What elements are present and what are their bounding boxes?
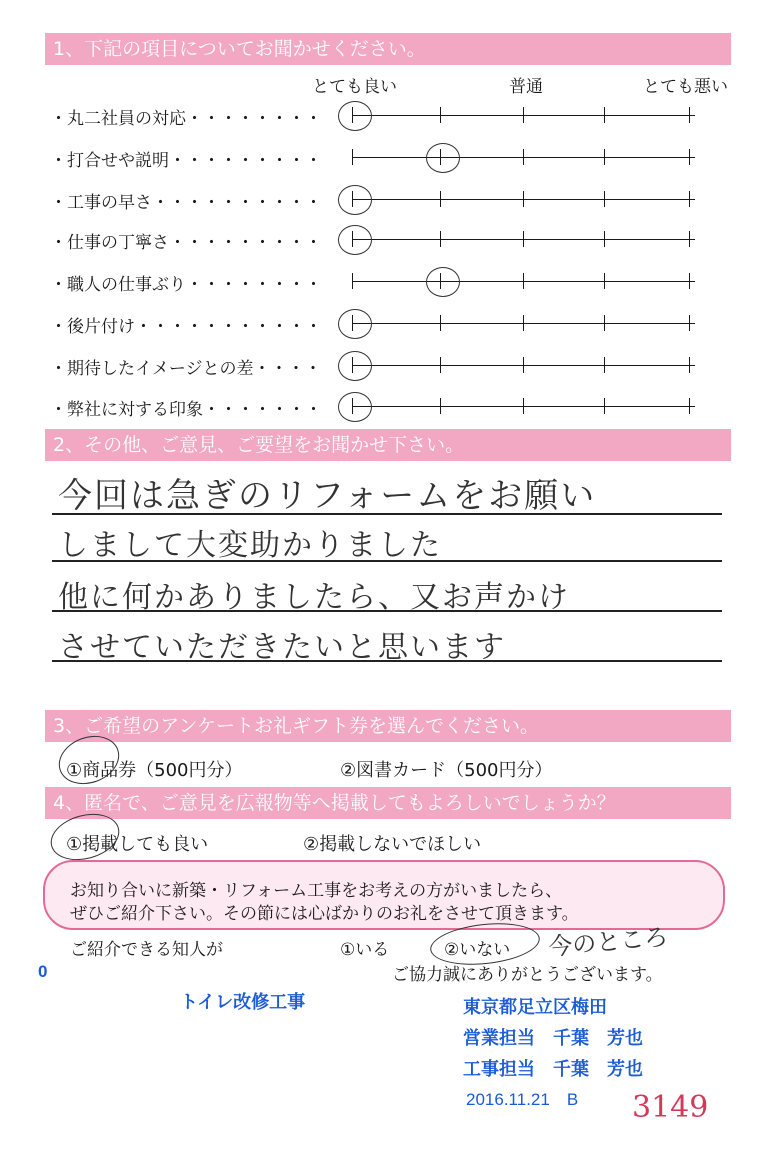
rating-question-label: ・仕事の丁寧さ・・・・・・・・・ bbox=[50, 233, 322, 253]
comment-line-1: 今回は急ぎのリフォームをお願い bbox=[58, 476, 597, 516]
section2-header: 2、その他、ご意見、ご要望をお聞かせ下さい。 bbox=[45, 429, 731, 461]
rating-tick-4[interactable] bbox=[604, 149, 605, 165]
referral-handwritten-note: 今のところ bbox=[547, 922, 670, 962]
rating-tick-2[interactable] bbox=[440, 231, 441, 247]
rating-tick-4[interactable] bbox=[604, 273, 605, 289]
handwritten-number: 3149 bbox=[632, 1090, 709, 1125]
comment-line-3: 他に何かありましたら、又お声かけ bbox=[58, 580, 570, 615]
rating-tick-2[interactable] bbox=[440, 398, 441, 414]
referral-text-line1: お知り合いに新築・リフォーム工事をお考えの方がいましたら、 bbox=[70, 881, 563, 901]
publish-option-1[interactable]: ①掲載しても良い bbox=[66, 834, 209, 855]
rating-tick-4[interactable] bbox=[604, 357, 605, 373]
rating-question-label: ・丸二社員の対応・・・・・・・・ bbox=[50, 109, 322, 129]
rating-selection-circle bbox=[338, 225, 372, 255]
referral-question: ご紹介できる知人が bbox=[70, 940, 223, 960]
referral-option-2[interactable]: ②いない bbox=[444, 940, 511, 960]
referral-option-1[interactable]: ①いる bbox=[340, 940, 390, 960]
gift-option-2[interactable]: ②図書カード（500円分） bbox=[340, 760, 553, 781]
gift-option-1[interactable]: ①商品券（500円分） bbox=[66, 760, 243, 781]
rating-tick-4[interactable] bbox=[604, 191, 605, 207]
rating-tick-3[interactable] bbox=[523, 191, 524, 207]
rating-tick-5[interactable] bbox=[689, 315, 690, 331]
rating-tick-1[interactable] bbox=[352, 149, 353, 165]
rating-tick-4[interactable] bbox=[604, 398, 605, 414]
rating-tick-3[interactable] bbox=[523, 107, 524, 123]
rating-selection-circle bbox=[338, 185, 372, 215]
rating-question-label: ・弊社に対する印象・・・・・・・ bbox=[50, 400, 322, 420]
rating-tick-4[interactable] bbox=[604, 315, 605, 331]
rating-tick-2[interactable] bbox=[440, 107, 441, 123]
rating-selection-circle bbox=[338, 392, 372, 422]
scale-worst-label: とても悪い bbox=[643, 77, 728, 97]
rating-question-label: ・期待したイメージとの差・・・・ bbox=[50, 359, 322, 379]
rating-tick-1[interactable] bbox=[352, 273, 353, 289]
comment-line-2: しまして大変助かりました bbox=[58, 528, 442, 563]
section1-header: 1、下記の項目についてお聞かせください。 bbox=[45, 33, 731, 65]
rating-tick-3[interactable] bbox=[523, 315, 524, 331]
work-type: トイレ改修工事 bbox=[180, 992, 306, 1012]
section4-header: 4、匿名で、ご意見を広報物等へ掲載してもよろしいでしょうか？ bbox=[45, 787, 731, 819]
customer-location: 東京都足立区梅田 bbox=[463, 997, 607, 1017]
sales-rep: 営業担当 千葉 芳也 bbox=[463, 1028, 643, 1048]
rating-tick-3[interactable] bbox=[523, 231, 524, 247]
rating-tick-2[interactable] bbox=[440, 357, 441, 373]
rating-tick-4[interactable] bbox=[604, 231, 605, 247]
rating-selection-circle bbox=[426, 267, 460, 297]
rating-tick-2[interactable] bbox=[440, 191, 441, 207]
rating-tick-5[interactable] bbox=[689, 149, 690, 165]
rating-tick-5[interactable] bbox=[689, 107, 690, 123]
comment-line-4: させていただきたいと思います bbox=[58, 630, 506, 665]
rating-selection-circle bbox=[338, 101, 372, 131]
rating-tick-5[interactable] bbox=[689, 273, 690, 289]
rating-tick-3[interactable] bbox=[523, 149, 524, 165]
footer-code: 0 bbox=[38, 962, 48, 981]
section3-header: 3、ご希望のアンケートお礼ギフト券を選んでください。 bbox=[45, 710, 731, 742]
rating-tick-3[interactable] bbox=[523, 398, 524, 414]
rating-tick-2[interactable] bbox=[440, 315, 441, 331]
rating-selection-circle bbox=[338, 351, 372, 381]
rating-tick-3[interactable] bbox=[523, 357, 524, 373]
referral-text-line2: ぜひご紹介下さい。その節には心ばかりのお礼をさせて頂きます。 bbox=[70, 904, 579, 924]
thanks-text: ご協力誠にありがとうございます。 bbox=[392, 965, 663, 985]
rating-selection-circle bbox=[426, 143, 460, 173]
rating-tick-5[interactable] bbox=[689, 191, 690, 207]
rating-question-label: ・職人の仕事ぶり・・・・・・・・ bbox=[50, 275, 322, 295]
rating-tick-5[interactable] bbox=[689, 398, 690, 414]
rating-tick-3[interactable] bbox=[523, 273, 524, 289]
rating-tick-4[interactable] bbox=[604, 107, 605, 123]
rating-selection-circle bbox=[338, 309, 372, 339]
survey-date: 2016.11.21 B bbox=[466, 1090, 579, 1109]
rating-tick-5[interactable] bbox=[689, 231, 690, 247]
rating-question-label: ・工事の早さ・・・・・・・・・・ bbox=[50, 193, 322, 213]
scale-neutral-label: 普通 bbox=[509, 77, 543, 97]
rating-tick-5[interactable] bbox=[689, 357, 690, 373]
scale-best-label: とても良い bbox=[312, 77, 397, 97]
work-rep: 工事担当 千葉 芳也 bbox=[463, 1059, 643, 1079]
rating-question-label: ・打合せや説明・・・・・・・・・ bbox=[50, 151, 322, 171]
rating-question-label: ・後片付け・・・・・・・・・・・ bbox=[50, 317, 322, 337]
publish-option-2[interactable]: ②掲載しないでほしい bbox=[303, 834, 482, 855]
